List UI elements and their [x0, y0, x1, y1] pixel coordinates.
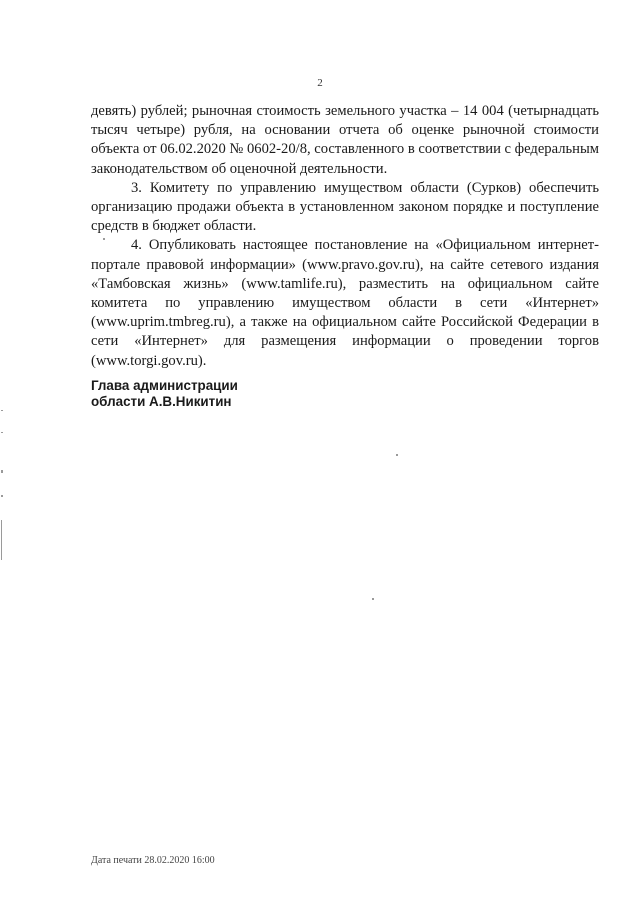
scan-artifact [1, 432, 3, 433]
paragraph-item-4: 4. Опубликовать настоящее постановление на «Официальном интернет-портале правовой информации» (www.pravo.gov.ru), на сайте сетевого издания «Тамбовская жизнь» (www.tamlife.ru), разместить на официальном сайте комитета по управлению имуществом области в сети «Интернет» (www.uprim.tmbreg.ru), а также на официальном сайте Российской Федерации в сети «Интернет» для размещения информации о проведении торгов (www.torgi.gov.ru). [91, 237, 599, 369]
scan-speck [396, 454, 398, 456]
scan-speck [372, 598, 374, 600]
print-date: Дата печати 28.02.2020 16:00 [91, 855, 215, 866]
paragraph-continuation: девять) рублей; рыночная стоимость земельного участка – 14 004 (четырнадцать тысяч четыре) рубля, на основании отчета об оценке рыночной стоимости объекта от 06.02.2020 № 0602-20/8, составленного в соответствии с федеральным законодательством об оценочной деятельности. [91, 103, 599, 177]
signature-block [91, 378, 238, 411]
signature-title: Глава администрации [91, 378, 238, 393]
scan-artifact [1, 520, 2, 560]
scan-artifact [1, 410, 3, 411]
document-body [91, 102, 599, 371]
page-number: 2 [317, 77, 323, 89]
signature-name: области А.В.Никитин [91, 394, 232, 410]
scan-artifact [1, 470, 3, 473]
paragraph-item-3: 3. Комитету по управлению имуществом области (Сурков) обеспечить организацию продажи объекта в установленном законом порядке и поступление средств в бюджет области. [91, 179, 599, 235]
scan-artifact [1, 495, 3, 497]
scan-speck [103, 238, 105, 240]
